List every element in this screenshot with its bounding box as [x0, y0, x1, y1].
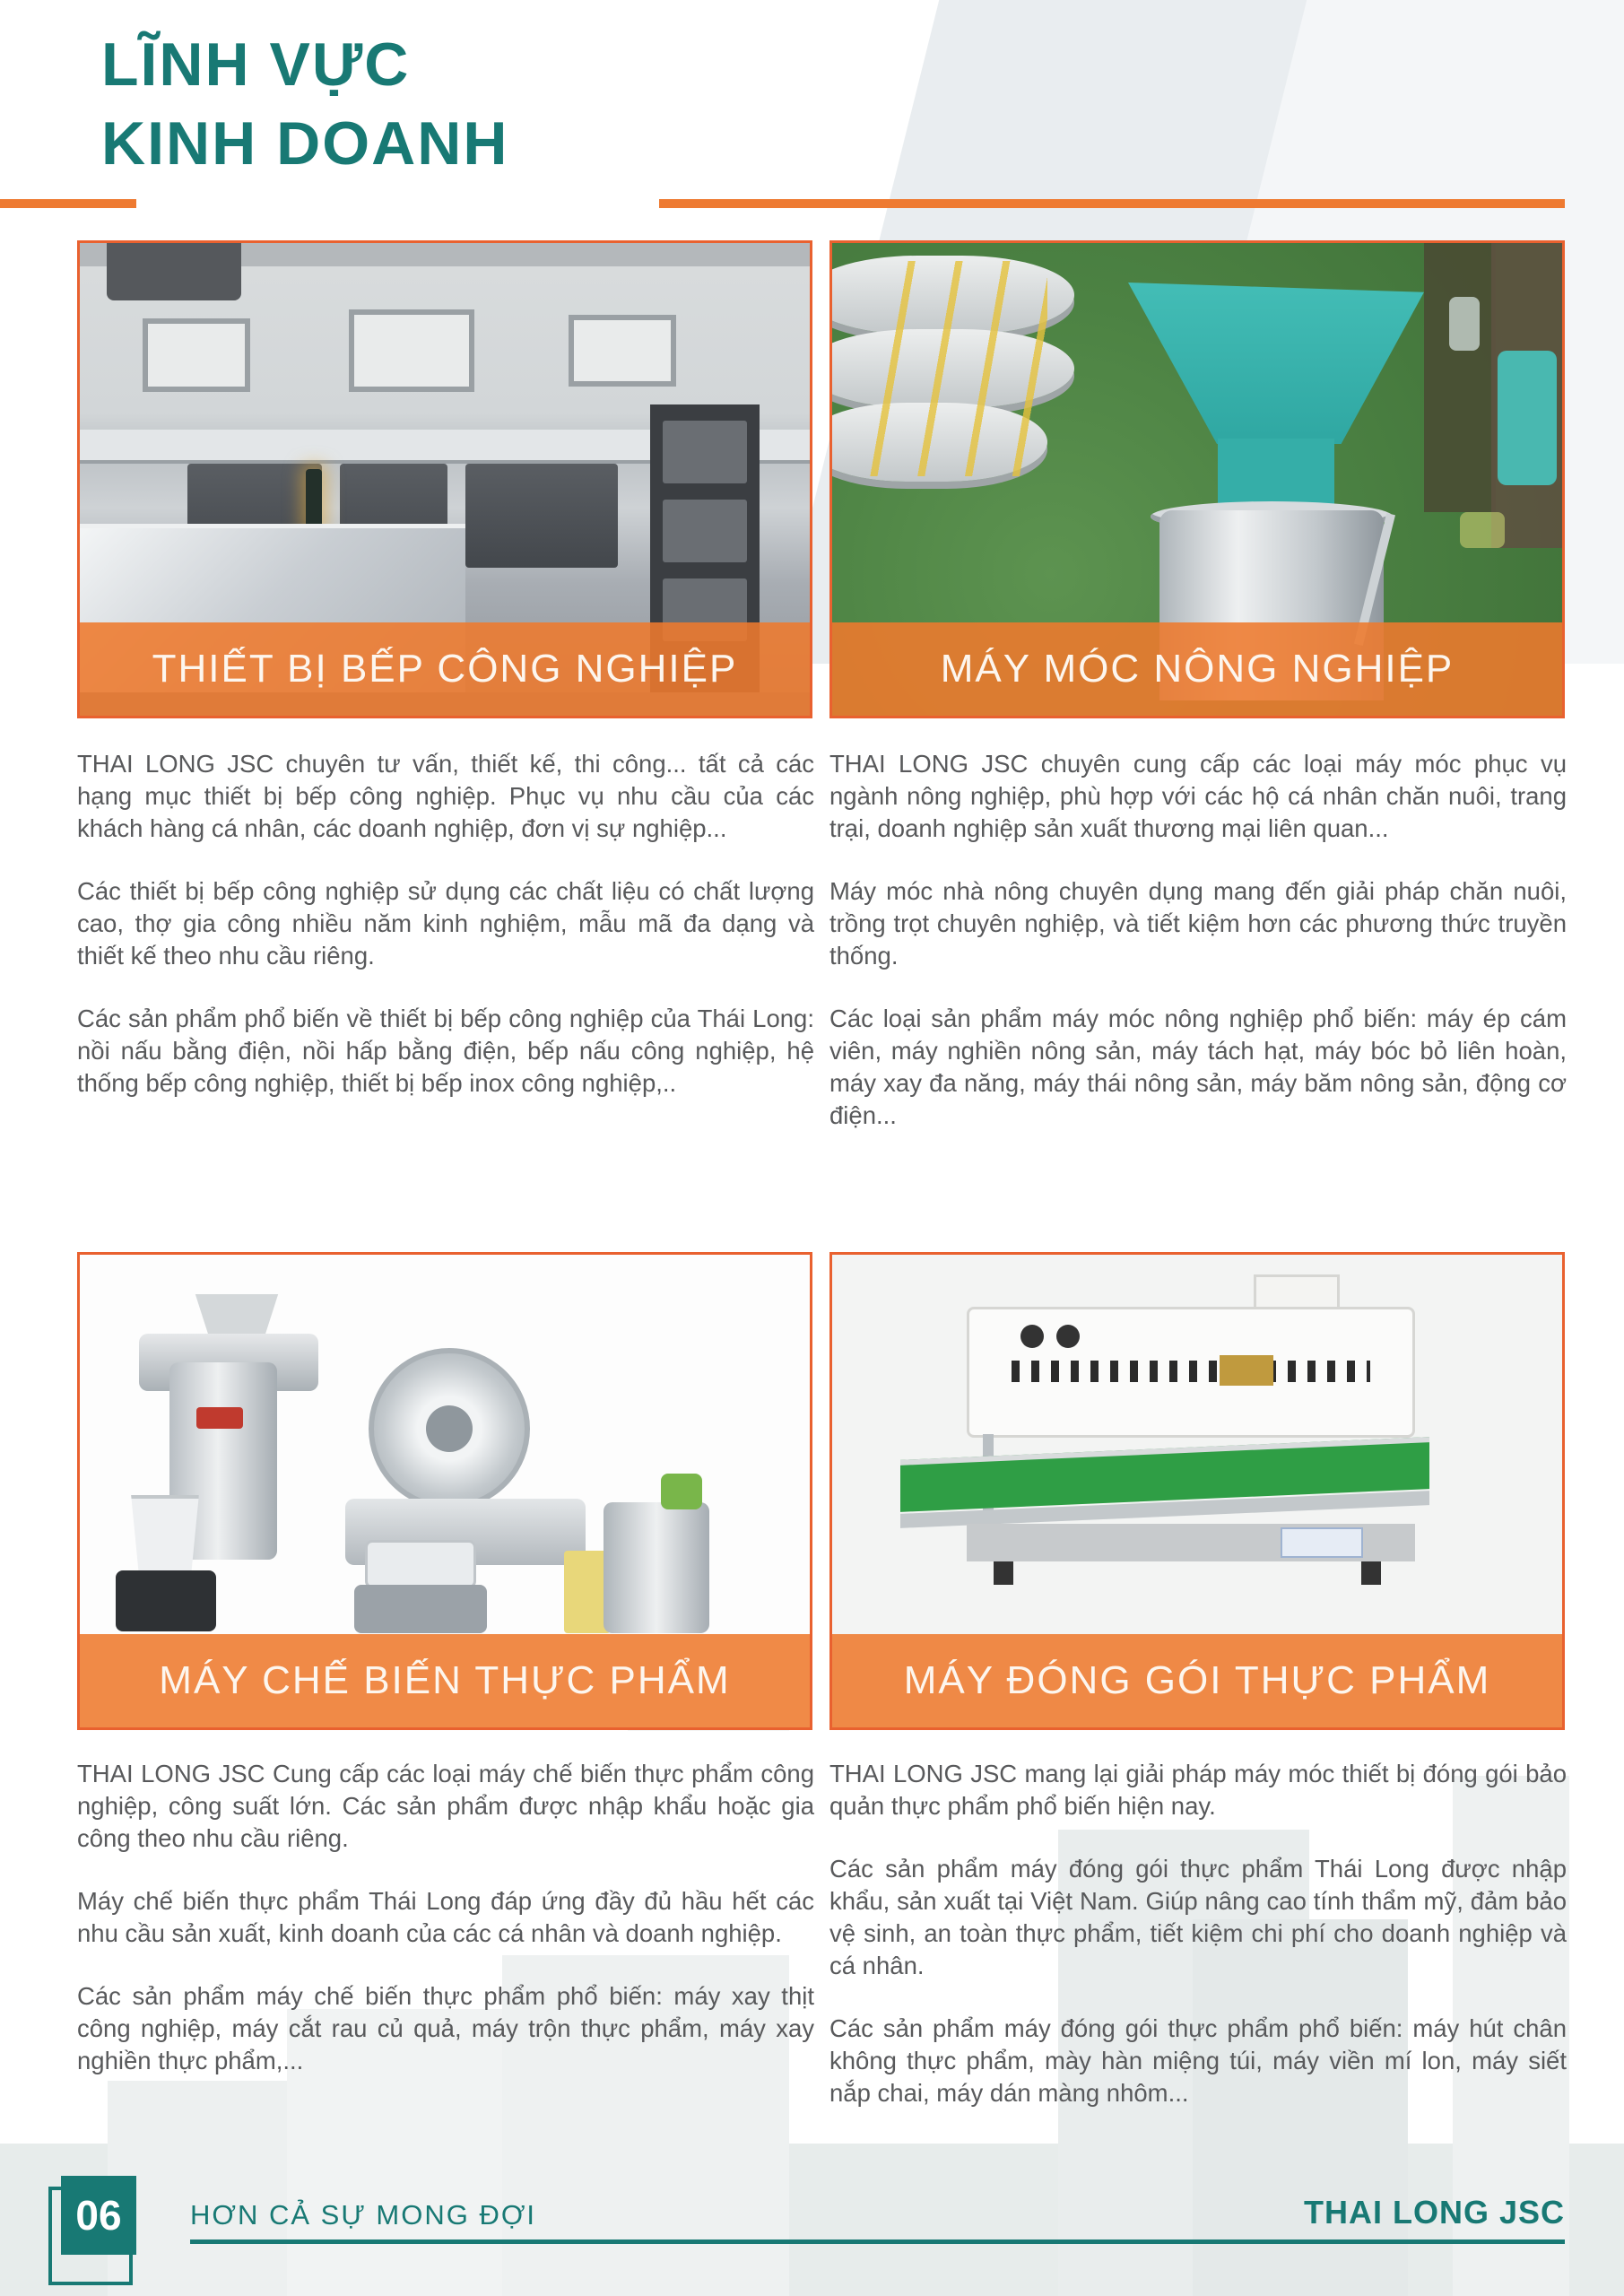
text-industrial-kitchen: [77, 748, 814, 1100]
title-underline-right: [659, 199, 1565, 208]
banner-agriculture: [832, 622, 1562, 716]
paragraph: Các sản phẩm máy đóng gói thực phẩm phổ biến: máy hút chân không thực phẩm, mày hàn miệng túi, máy viền mí lon, máy siết nắp chai, máy dán màng nhôm...: [829, 2014, 1567, 2107]
photo-shape: [1361, 1561, 1381, 1585]
photo-shape: [116, 1570, 216, 1631]
photo-shape: [1020, 1325, 1044, 1348]
paragraph: THAI LONG JSC chuyên cung cấp các loại máy móc phục vụ ngành nông nghiệp, phù hợp với các hộ cá nhân chăn nuôi, trang trại, doanh nghiệp sản xuất thương mại liên quan...: [829, 750, 1567, 842]
photo-shape: [187, 1294, 286, 1337]
card-industrial-kitchen: [77, 240, 812, 718]
photo-shape: [107, 243, 241, 300]
photo-shape: [661, 1474, 702, 1509]
photo-shape: [126, 1495, 204, 1574]
photo-shape: [868, 261, 1047, 476]
paragraph: THAI LONG JSC Cung cấp các loại máy chế biến thực phẩm công nghiệp, công suất lớn. Các sản phẩm được nhập khẩu hoặc gia công theo nhu cầu riêng.: [77, 1760, 814, 1852]
photo-shape: [143, 318, 250, 392]
photo-shape: [1281, 1527, 1363, 1558]
photo-shape: [465, 464, 618, 568]
page-title: [101, 25, 508, 183]
photo-shape: [1220, 1355, 1273, 1386]
page-number-badge: [61, 2176, 136, 2255]
photo-shape: [1498, 351, 1557, 485]
photo-shape: [196, 1407, 243, 1429]
paragraph: Máy chế biến thực phẩm Thái Long đáp ứng đầy đủ hầu hết các nhu cầu sản xuất, kinh doanh của các cá nhân và doanh nghiệp.: [77, 1887, 814, 1947]
paragraph: THAI LONG JSC mang lại giải pháp máy móc thiết bị đóng gói bảo quản thực phẩm phổ biến hiện nay.: [829, 1760, 1567, 1820]
photo-shape: [1056, 1325, 1080, 1348]
banner-agriculture-label: MÁY MÓC NÔNG NGHIỆP: [940, 647, 1455, 691]
paragraph: Các loại sản phẩm máy móc nông nghiệp phổ biến: máy ép cám viên, máy nghiền nông sản, máy tách hạt, máy bóc bỏ liên hoàn, máy xay đa năng, máy thái nông sản, máy băm nông sản, động cơ điện...: [829, 1004, 1567, 1129]
text-agricultural-machinery: [829, 748, 1567, 1132]
card-food-processing: [77, 1252, 812, 1730]
paragraph: Máy móc nhà nông chuyên dụng mang đến giải pháp chăn nuôi, trồng trọt chuyên nghiệp, và tiết kiệm hơn các phương thức truyền thống.: [829, 877, 1567, 970]
photo-shape: [604, 1502, 709, 1633]
paragraph: Các sản phẩm máy chế biến thực phẩm phổ biến: máy xay thịt công nghiệp, máy cắt rau củ quả, máy trộn thực phẩm, máy xay nghiền thực phẩm,...: [77, 1982, 814, 2074]
banner-packaging-label: MÁY ĐÓNG GÓI THỰC PHẨM: [903, 1658, 1491, 1702]
photo-shape: [365, 1540, 476, 1588]
page-title-line1: LĨNH VỰC: [101, 30, 411, 99]
banner-processing: [80, 1634, 810, 1727]
banner-packaging: [832, 1634, 1562, 1727]
photo-shape: [1460, 512, 1505, 548]
photo-shape: [306, 469, 322, 528]
text-food-processing: [77, 1758, 814, 2077]
paragraph: THAI LONG JSC chuyên tư vấn, thiết kế, thi công... tất cả các hạng mục thiết bị bếp công nghiệp. Phục vụ nhu cầu của các khách hàng cá nhân, các doanh nghiệp, đơn vị sự nghiệp...: [77, 750, 814, 842]
banner-processing-label: MÁY CHẾ BIẾN THỰC PHẨM: [159, 1658, 731, 1702]
banner-kitchen: [80, 622, 810, 716]
photo-shape: [1424, 243, 1496, 512]
footer-rule: [190, 2239, 1565, 2244]
paragraph: Các sản phẩm máy đóng gói thực phẩm Thái Long được nhập khẩu, sản xuất tại Việt Nam. Giúp nâng cao tính thẩm mỹ, đảm bảo vệ sinh, an toàn thực phẩm, tiết kiệm chi phí cho doanh nghiệp và cá nhân.: [829, 1855, 1567, 1979]
photo-shape: [426, 1405, 473, 1452]
page-title-line2: KINH DOANH: [101, 109, 509, 178]
photo-shape: [349, 309, 474, 392]
page-number: 06: [75, 2192, 122, 2239]
photo-shape: [994, 1561, 1013, 1585]
text-food-packaging: [829, 1758, 1567, 2109]
title-underline-left: [0, 199, 136, 208]
footer-company-name: THAI LONG JSC: [1303, 2194, 1565, 2231]
photo-shape: [1449, 297, 1480, 351]
footer-slogan: HƠN CẢ SỰ MONG ĐỢI: [190, 2199, 537, 2231]
photo-shape: [1012, 1361, 1370, 1382]
photo-shape: [354, 1585, 487, 1633]
card-agricultural-machinery: [829, 240, 1565, 718]
paragraph: Các sản phẩm phổ biến về thiết bị bếp công nghiệp của Thái Long: nồi nấu bằng điện, nồi hấp bằng điện, bếp nấu công nghiệp, hệ thống bếp công nghiệp, thiết bị bếp inox công nghiệp,..: [77, 1004, 814, 1097]
banner-kitchen-label: THIẾT BỊ BẾP CÔNG NGHIỆP: [152, 647, 738, 691]
paragraph: Các thiết bị bếp công nghiệp sử dụng các chất liệu có chất lượng cao, thợ gia công nhiều năm kinh nghiệm, mẫu mã đa dạng và thiết kế theo nhu cầu riêng.: [77, 877, 814, 970]
photo-shape: [569, 315, 676, 387]
card-food-packaging: [829, 1252, 1565, 1730]
